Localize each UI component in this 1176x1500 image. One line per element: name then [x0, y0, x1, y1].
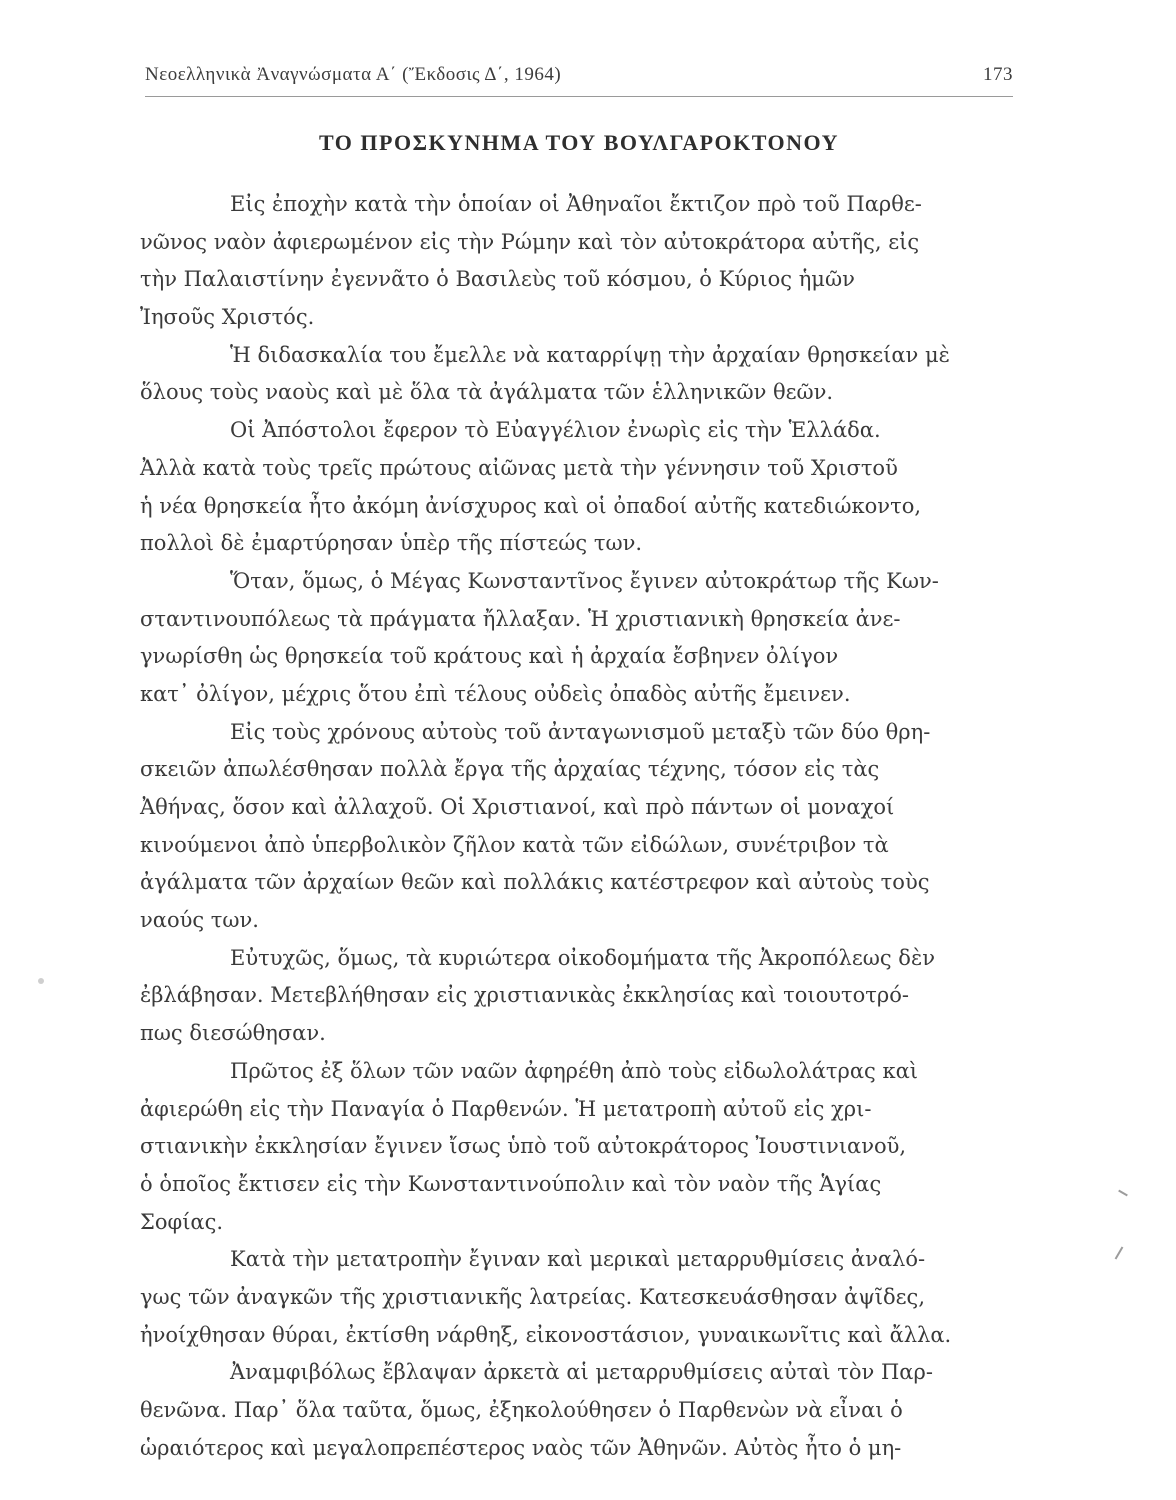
- text-line: Σοφίας.: [140, 1209, 224, 1234]
- header-rule: [145, 96, 1013, 97]
- running-header: [145, 64, 1013, 86]
- text-line: γως τῶν ἀναγκῶν τῆς χριστιανικῆς λατρείας. Κατεσκευάσθησαν ἀψῖδες,: [140, 1284, 925, 1309]
- text-line: Οἱ Ἀπόστολοι ἔφερον τὸ Εὐαγγέλιον ἐνωρὶς εἰς τὴν Ἑλλάδα.: [230, 418, 881, 443]
- text-line: νῶνος ναὸν ἀφιερωμένον εἰς τὴν Ρώμην καὶ τὸν αὐτοκράτορα αὐτῆς, εἰς: [140, 229, 920, 254]
- text-line: κινούμενοι ἀπὸ ὑπερβολικὸν ζῆλον κατὰ τῶν εἰδώλων, συνέτριβον τὰ: [140, 832, 889, 857]
- text-line: Ἰησοῦς Χριστός.: [140, 305, 315, 330]
- text-line: ὡραιότερος καὶ μεγαλοπρεπέστερος ναὸς τῶν Ἀθηνῶν. Αὐτὸς ἦτο ὁ μη-: [140, 1435, 902, 1460]
- text-line: σταντινουπόλεως τὰ πράγματα ἤλλαξαν. Ἡ χριστιανικὴ θρησκεία ἀνε-: [140, 606, 901, 631]
- text-line: ἀγάλματα τῶν ἀρχαίων θεῶν καὶ πολλάκις κατέστρεφον καὶ αὐτοὺς τοὺς: [140, 870, 930, 895]
- text-line: Ἀναμφιβόλως ἔβλαψαν ἀρκετὰ αἱ μεταρρυθμίσεις αὐταὶ τὸν Παρ-: [230, 1360, 933, 1385]
- running-title: Νεοελληνικὰ Ἀναγνώσματα Α΄ (Ἔκδοσις Δ΄, 1964): [145, 64, 562, 85]
- text-line: Εἰς τοὺς χρόνους αὐτοὺς τοῦ ἀνταγωνισμοῦ μεταξὺ τῶν δύο θρη-: [230, 719, 931, 744]
- text-line: πολλοὶ δὲ ἐμαρτύρησαν ὑπὲρ τῆς πίστεώς των.: [140, 531, 643, 556]
- text-line: ὁ ὁποῖος ἔκτισεν εἰς τὴν Κωνσταντινούπολιν καὶ τὸν ναὸν τῆς Ἁγίας: [140, 1171, 882, 1196]
- text-line: στιανικὴν ἐκκλησίαν ἔγινεν ἴσως ὑπὸ τοῦ αὐτοκράτορος Ἰουστινιανοῦ,: [140, 1134, 907, 1159]
- text-line: ὅλους τοὺς ναοὺς καὶ μὲ ὅλα τὰ ἀγάλματα τῶν ἑλληνικῶν θεῶν.: [140, 380, 834, 405]
- chapter-title: ΤΟ ΠΡΟΣΚΥΝΗΜΑ ΤΟΥ ΒΟΥΛΓΑΡΟΚΤΟΝΟΥ: [319, 130, 839, 155]
- text-line: Ὅταν, ὅμως, ὁ Μέγας Κωνσταντῖνος ἔγινεν αὐτοκράτωρ τῆς Κων-: [230, 568, 939, 593]
- scan-speck: [38, 978, 44, 984]
- text-line: κατ᾽ ὀλίγον, μέχρις ὅτου ἐπὶ τέλους οὐδεὶς ὀπαδὸς αὐτῆς ἔμεινεν.: [140, 681, 851, 706]
- text-line: Εἰς ἐποχὴν κατὰ τὴν ὁποίαν οἱ Ἀθηναῖοι ἔκτιζον πρὸ τοῦ Παρθε-: [230, 192, 922, 216]
- text-line: τὴν Παλαιστίνην ἐγεννᾶτο ὁ Βασιλεὺς τοῦ κόσμου, ὁ Κύριος ἡμῶν: [140, 267, 855, 292]
- page-number: 173: [983, 64, 1013, 85]
- text-line: γνωρίσθη ὡς θρησκεία τοῦ κράτους καὶ ἡ ἀρχαία ἔσβηνεν ὀλίγον: [140, 644, 839, 669]
- body-text: [140, 186, 1033, 1467]
- text-line: ναούς των.: [140, 908, 259, 933]
- text-line: ἡ νέα θρησκεία ἦτο ἀκόμη ἀνίσχυρος καὶ οἱ ὀπαδοί αὐτῆς κατεδιώκοντο,: [140, 493, 922, 518]
- text-line: Ἀλλὰ κατὰ τοὺς τρεῖς πρώτους αἰῶνας μετὰ τὴν γέννησιν τοῦ Χριστοῦ: [140, 455, 898, 480]
- text-line: σκειῶν ἀπωλέσθησαν πολλὰ ἔργα τῆς ἀρχαίας τέχνης, τόσον εἰς τὰς: [140, 757, 880, 782]
- text-line: Κατὰ τὴν μετατροπὴν ἔγιναν καὶ μερικαὶ μεταρρυθμίσεις ἀναλό-: [230, 1247, 926, 1272]
- scan-mark: [1115, 1246, 1124, 1259]
- text-line: Ἀθήνας, ὅσον καὶ ἀλλαχοῦ. Οἱ Χριστιανοί, καὶ πρὸ πάντων οἱ μοναχοί: [140, 795, 895, 819]
- text-line: ἐβλάβησαν. Μετεβλήθησαν εἰς χριστιανικὰς ἐκκλησίας καὶ τοιουτοτρό-: [140, 983, 909, 1008]
- scan-mark: [1118, 1190, 1128, 1197]
- text-line: ἀφιερώθη εἰς τὴν Παναγία ὁ Παρθενών. Ἡ μετατροπὴ αὐτοῦ εἰς χρι-: [140, 1096, 872, 1121]
- text-line: Πρῶτος ἐξ ὅλων τῶν ναῶν ἀφηρέθη ἀπὸ τοὺς εἰδωλολάτρας καὶ: [230, 1058, 919, 1083]
- text-line: Εὐτυχῶς, ὅμως, τὰ κυριώτερα οἰκοδομήματα τῆς Ἀκροπόλεως δὲν: [230, 945, 935, 970]
- text-line: πως διεσώθησαν.: [140, 1021, 326, 1046]
- text-line: Ἡ διδασκαλία του ἔμελλε νὰ καταρρίψῃ τὴν ἀρχαίαν θρησκείαν μὲ: [230, 342, 950, 367]
- text-line: ἠνοίχθησαν θύραι, ἐκτίσθη νάρθηξ, εἰκονοστάσιον, γυναικωνῖτις καὶ ἄλλα.: [140, 1322, 952, 1347]
- text-line: θενῶνα. Παρ᾽ ὅλα ταῦτα, ὅμως, ἐξηκολούθησεν ὁ Παρθενὼν νὰ εἶναι ὁ: [140, 1398, 903, 1422]
